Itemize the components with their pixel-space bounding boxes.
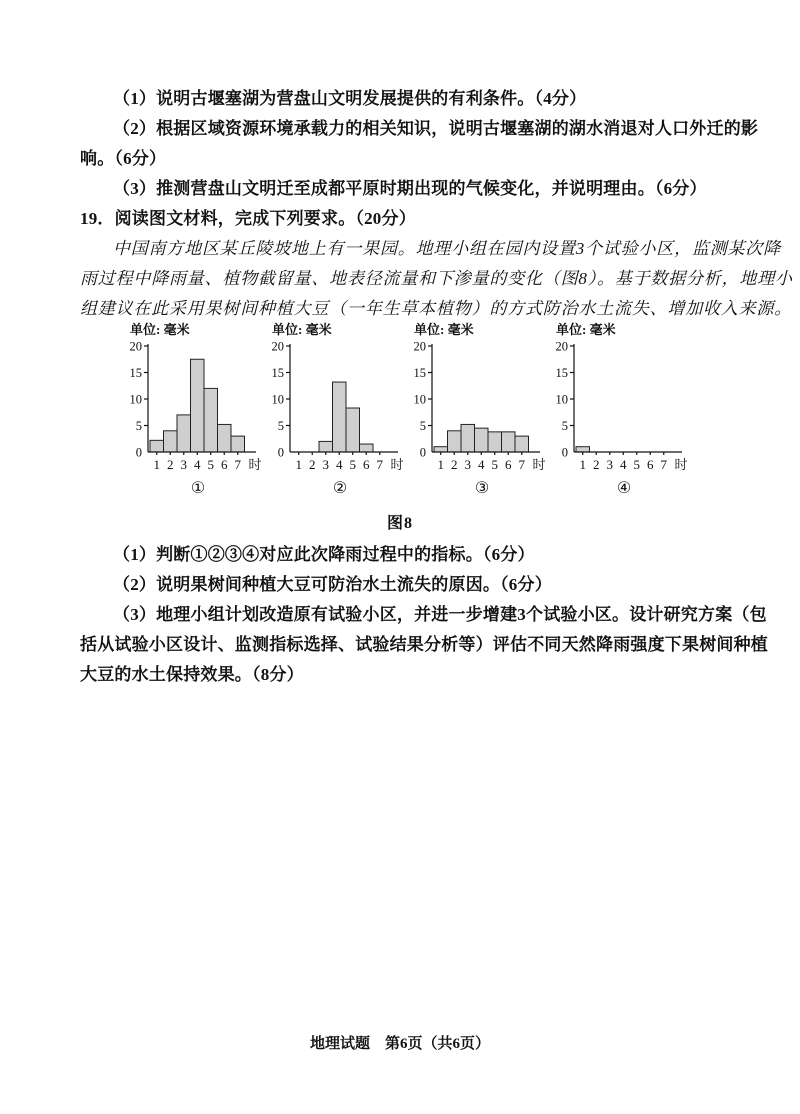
svg-text:6: 6 xyxy=(363,457,370,472)
svg-text:3: 3 xyxy=(322,457,329,472)
svg-text:10: 10 xyxy=(555,392,568,407)
bar-chart-svg xyxy=(120,340,262,478)
svg-text:10: 10 xyxy=(271,392,284,407)
svg-text:5: 5 xyxy=(277,419,284,433)
svg-text:15: 15 xyxy=(555,366,568,380)
bar xyxy=(177,415,191,452)
svg-text:2: 2 xyxy=(167,457,174,472)
svg-text:3: 3 xyxy=(464,457,471,472)
question-18-part-3: （3）推测营盘山文明迁至成都平原时期出现的气候变化，并说明理由。（6分） xyxy=(113,179,707,198)
svg-text:4: 4 xyxy=(620,457,627,472)
bar-chart-svg xyxy=(262,340,404,478)
svg-text:5: 5 xyxy=(633,457,640,472)
svg-text:1: 1 xyxy=(579,457,586,472)
svg-text:20: 20 xyxy=(413,340,426,354)
svg-text:4: 4 xyxy=(336,457,343,472)
rain-chart-4 xyxy=(546,320,688,500)
question-19-part-3: （3）地理小组计划改造原有试验小区，并进一步增建3个试验小区。设计研究方案（包 xyxy=(113,605,767,624)
svg-text:时: 时 xyxy=(248,457,262,472)
svg-text:1: 1 xyxy=(437,457,444,472)
question-19-part-1: （1）判断①②③④对应此次降雨过程中的指标。（6分） xyxy=(113,545,535,564)
chart-4-number-label: ④ xyxy=(616,480,632,497)
chart-1-plot xyxy=(120,340,262,478)
chart-3-unit-label: 单位: 毫米 xyxy=(414,322,474,337)
svg-text:15: 15 xyxy=(271,366,284,380)
chart-4-unit-label: 单位: 毫米 xyxy=(556,322,616,337)
svg-text:10: 10 xyxy=(413,392,426,407)
svg-text:4: 4 xyxy=(478,457,485,472)
bar xyxy=(434,447,448,452)
chart-3-plot xyxy=(404,340,546,478)
svg-text:1: 1 xyxy=(153,457,160,472)
question-18-part-1: （1）说明古堰塞湖为营盘山文明发展提供的有利条件。（4分） xyxy=(113,89,587,108)
svg-text:20: 20 xyxy=(271,340,284,354)
svg-text:3: 3 xyxy=(180,457,187,472)
svg-text:3: 3 xyxy=(606,457,613,472)
svg-text:0: 0 xyxy=(135,445,142,460)
bar-chart-svg xyxy=(546,340,688,478)
bar-chart-svg xyxy=(404,340,546,478)
figure-8-caption: 图8 xyxy=(386,515,413,532)
svg-text:20: 20 xyxy=(555,340,568,354)
bar xyxy=(346,408,360,452)
question-19-part-3-cont-1: 括从试验小区设计、监测指标选择、试验结果分析等）评估不同天然降雨强度下果树间种植 xyxy=(80,635,768,654)
rain-chart-1 xyxy=(120,320,262,500)
bar xyxy=(319,441,333,452)
svg-text:6: 6 xyxy=(505,457,512,472)
svg-text:7: 7 xyxy=(376,457,383,472)
svg-text:7: 7 xyxy=(234,457,241,472)
lower-question-block xyxy=(80,540,768,690)
bar xyxy=(218,424,232,452)
svg-text:时: 时 xyxy=(390,457,404,472)
svg-text:5: 5 xyxy=(491,457,498,472)
question-18-part-2-cont: 响。（6分） xyxy=(80,149,167,168)
svg-text:2: 2 xyxy=(451,457,458,472)
bar xyxy=(204,388,218,452)
svg-text:5: 5 xyxy=(561,419,568,433)
svg-text:20: 20 xyxy=(129,340,142,354)
chart-3-number-label: ③ xyxy=(474,480,490,497)
question-19-part-2: （2）说明果树间种植大豆可防治水土流失的原因。（6分） xyxy=(113,575,552,594)
svg-text:15: 15 xyxy=(129,366,142,380)
svg-text:2: 2 xyxy=(309,457,316,472)
question-19-material-line-2: 雨过程中降雨量、植物截留量、地表径流量和下渗量的变化（图8）。基于数据分析，地理小 xyxy=(80,269,793,288)
svg-text:15: 15 xyxy=(413,366,426,380)
svg-text:4: 4 xyxy=(194,457,201,472)
svg-text:6: 6 xyxy=(221,457,228,472)
svg-text:10: 10 xyxy=(129,392,142,407)
svg-text:时: 时 xyxy=(674,457,688,472)
question-19-material-line-3: 组建议在此采用果树间种植大豆（一年生草本植物）的方式防治水土流失、增加收入来源。 xyxy=(80,299,792,318)
bar xyxy=(502,432,516,452)
chart-2-plot xyxy=(262,340,404,478)
bar xyxy=(515,436,529,452)
bar xyxy=(191,359,205,452)
bar xyxy=(475,428,489,452)
bar xyxy=(576,447,590,452)
svg-text:时: 时 xyxy=(532,457,546,472)
bar xyxy=(150,440,164,452)
svg-text:6: 6 xyxy=(647,457,654,472)
bar xyxy=(448,431,462,452)
bar xyxy=(488,432,502,452)
svg-text:5: 5 xyxy=(135,419,142,433)
bar xyxy=(461,424,475,452)
svg-text:1: 1 xyxy=(295,457,302,472)
bar xyxy=(333,382,347,452)
figure-8-charts xyxy=(120,320,688,500)
svg-text:0: 0 xyxy=(419,445,426,460)
rain-chart-3 xyxy=(404,320,546,500)
svg-text:5: 5 xyxy=(207,457,214,472)
svg-text:0: 0 xyxy=(277,445,284,460)
chart-2-unit-label: 单位: 毫米 xyxy=(272,322,332,337)
page-footer: 地理试题 第6页（共6页） xyxy=(309,1036,490,1052)
upper-question-block xyxy=(80,84,793,324)
svg-text:5: 5 xyxy=(349,457,356,472)
question-19-heading: 19．阅读图文材料，完成下列要求。（20分） xyxy=(80,209,416,228)
chart-1-unit-label: 单位: 毫米 xyxy=(130,322,190,337)
question-19-part-3-cont-2: 大豆的水土保持效果。（8分） xyxy=(80,665,304,684)
chart-1-number-label: ① xyxy=(190,480,206,497)
chart-4-plot xyxy=(546,340,688,478)
svg-text:0: 0 xyxy=(561,445,568,460)
rain-chart-2 xyxy=(262,320,404,500)
bar xyxy=(360,444,374,452)
bar xyxy=(231,436,245,452)
svg-text:7: 7 xyxy=(660,457,667,472)
svg-text:2: 2 xyxy=(593,457,600,472)
svg-text:7: 7 xyxy=(518,457,525,472)
chart-2-number-label: ② xyxy=(332,480,348,497)
svg-text:5: 5 xyxy=(419,419,426,433)
question-18-part-2: （2）根据区域资源环境承载力的相关知识，说明古堰塞湖的湖水消退对人口外迁的影 xyxy=(113,119,759,138)
question-19-material-line-1: 中国南方地区某丘陵坡地上有一果园。地理小组在园内设置3个试验小区，监测某次降 xyxy=(113,239,781,258)
bar xyxy=(164,431,178,452)
